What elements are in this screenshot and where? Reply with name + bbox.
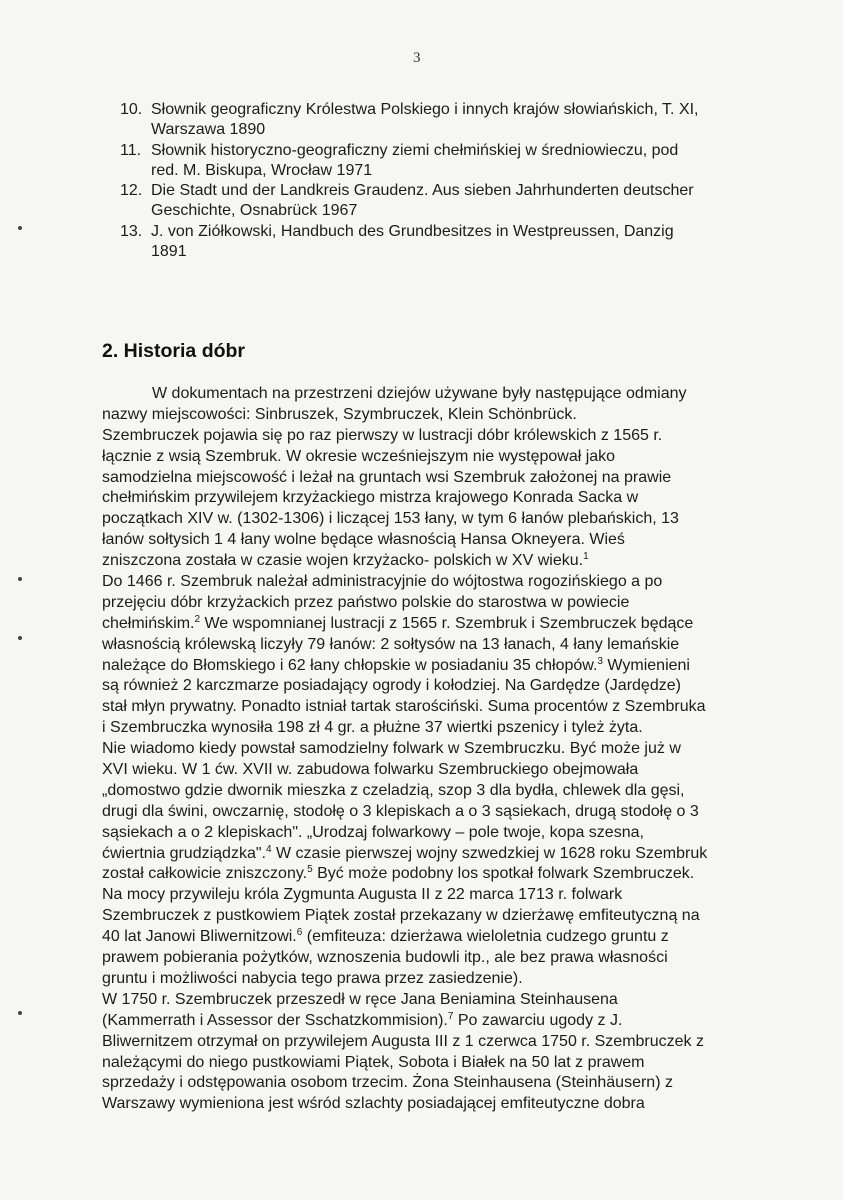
body-text-segment: sąsiekach a o 2 klepiskach". „Urodzaj folwarkowy – pole twoje, kopa szesna,: [102, 823, 644, 841]
body-text-segment: gruntu i możliwości nabycia tego prawa przez zasiedzenie).: [102, 969, 523, 987]
footnote-marker: 7: [447, 1010, 454, 1022]
body-text-segment: został całkowicie zniszczony.: [102, 865, 308, 883]
body-text-segment: W 1750 r. Szembruczek przeszedł w ręce Jana Beniamina Steinhausena: [102, 990, 618, 1008]
body-text-segment: należące do Błomskiego i 62 łany chłopskie w posiadaniu 35 chłopów.: [102, 656, 598, 674]
body-line: [102, 760, 782, 781]
scan-speck: [18, 1011, 22, 1015]
body-text-segment: Na mocy przywileju króla Zygmunta Augusta II z 22 marca 1713 r. folwark: [102, 886, 623, 904]
body-text-segment: zniszczona została w czasie wojen krzyżacko- polskich w XV wieku.: [102, 552, 584, 570]
body-text-segment: samodzielna miejscowość i leżał na gruntach wsi Szembruk założonej na prawie: [102, 468, 672, 486]
body-text-segment: (emfiteuza: dzierżawa wieloletnia cudzego gruntu z: [302, 928, 669, 946]
body-line: [102, 635, 782, 656]
body-text-segment: nazwy miejscowości: Sinbruszek, Szymbruczek, Klein Schönbrück.: [102, 405, 577, 423]
body-line: [102, 823, 782, 844]
body-text-segment: należącymi do niego pustkowiami Piątek, Sobota i Białek na 50 lat z prawem: [102, 1053, 645, 1071]
body-text-segment: łanów sołtysich 1 4 łany wolne będące własnością Hansa Okneyera. Wieś: [102, 531, 625, 549]
reference-text-line: Słownik historyczno-geograficzny ziemi chełmińskiej w średniowieczu, pod: [151, 141, 679, 159]
body-line: [102, 405, 782, 426]
section-heading: 2. Historia dóbr: [102, 340, 246, 362]
body-line: [102, 676, 782, 697]
body-line: [102, 697, 782, 718]
body-line: [102, 739, 782, 760]
body-line: [102, 593, 782, 614]
reference-number: 11.: [120, 141, 142, 159]
body-line: [102, 656, 782, 677]
page-number: 3: [413, 50, 421, 66]
footnote-marker: 5: [307, 864, 313, 876]
body-text: [102, 384, 782, 1115]
footnote-marker: 2: [194, 613, 201, 625]
footnote-marker: 4: [265, 843, 272, 855]
reference-text-line: J. von Ziółkowski, Handbuch des Grundbesitzes in Westpreussen, Danzig: [151, 222, 674, 240]
body-text-segment: 40 lat Janowi Bliwernitzowi.: [102, 928, 297, 946]
body-line: [102, 990, 782, 1011]
body-line: [102, 1094, 782, 1115]
body-line: [102, 781, 782, 802]
body-line: [102, 468, 782, 489]
body-line: [102, 426, 782, 447]
body-text-segment: (Kammerrath i Assessor der Sschatzkommision).: [102, 1011, 448, 1029]
reference-number: 10.: [120, 101, 143, 118]
body-text-segment: Do 1466 r. Szembruk należał administracyjnie do wójtostwa rogozińskiego a po: [102, 573, 663, 591]
footnote-marker: 3: [597, 655, 603, 667]
body-text-segment: XVI wieku. W 1 ćw. XVII w. zabudowa folwarku Szembruckiego obejmowała: [102, 761, 639, 779]
body-line: [102, 802, 782, 823]
reference-list: [120, 100, 770, 262]
body-text-segment: drugi dla świni, owczarnię, stodołę o 3 klepiskach a o 3 sąsiekach, drugą stodołę o 3: [102, 802, 699, 820]
reference-text-line: red. M. Biskupa, Wrocław 1971: [151, 161, 373, 179]
body-text-segment: „domostwo gdzie dwornik mieszka z czeladzią, szop 3 dla bydła, chlewek dla gęsi,: [102, 781, 685, 799]
body-line: [102, 844, 782, 865]
body-line: [102, 509, 782, 530]
body-line: [102, 384, 782, 405]
reference-item: [120, 222, 770, 263]
body-text-segment: i Szembruczka wynosiła 198 zł 4 gr. a płużne 37 wiertki pszenicy i tyleż żyta.: [102, 719, 643, 737]
body-text-segment: przejęciu dóbr krzyżackich przez państwo polskie do starostwa w powiecie: [102, 593, 630, 611]
body-text-segment: Warszawy wymieniona jest wśród szlachty posiadającej emfiteutyczne dobra: [102, 1095, 645, 1113]
body-text-segment: chełmińskim.: [102, 614, 195, 632]
body-line: [102, 1053, 782, 1074]
body-line: [102, 969, 782, 990]
body-text-segment: Nie wiadomo kiedy powstał samodzielny folwark w Szembruczku. Być może już w: [102, 740, 681, 758]
scan-speck: [18, 636, 22, 640]
body-line: [102, 864, 782, 885]
body-line: [102, 530, 782, 551]
body-line: [102, 447, 782, 468]
body-text-segment: są również 2 karczmarze posiadający ogrody i kołodziej. Na Gardędze (Jardędze): [102, 677, 681, 695]
body-line: [102, 948, 782, 969]
body-line: [102, 718, 782, 739]
reference-item: [120, 181, 770, 222]
body-text-segment: W dokumentach na przestrzeni dziejów używane były następujące odmiany: [152, 385, 687, 402]
body-line: [102, 614, 782, 635]
body-text-segment: stał młyn prywatny. Ponadto istniał tartak starościński. Suma procentów z Szembruka: [102, 698, 706, 716]
body-line: [102, 1011, 782, 1032]
body-text-segment: prawem pobierania pożytków, wznoszenia budowli itp., ale bez prawa własności: [102, 949, 668, 967]
body-text-segment: Po zawarciu ugody z J.: [453, 1011, 623, 1029]
reference-number: 13.: [120, 222, 143, 240]
reference-text-line: 1891: [151, 243, 187, 261]
body-line: [102, 885, 782, 906]
reference-number: 12.: [120, 182, 143, 200]
reference-text-line: Geschichte, Osnabrück 1967: [151, 202, 358, 220]
body-text-segment: sprzedaży i odstępowania osobom trzecim. Żona Steinhausena (Steinhäusern) z: [102, 1074, 673, 1092]
body-text-segment: Bliwernitzem otrzymał on przywilejem Augusta III z 1 czerwca 1750 r. Szembruczek z: [102, 1032, 704, 1050]
body-text-segment: Wymienieni: [602, 656, 690, 674]
reference-item: [120, 141, 770, 182]
body-text-segment: początkach XIV w. (1302-1306) i liczącej 153 łany, w tym 6 łanów plebańskich, 13: [102, 510, 679, 528]
body-text-segment: Szembruczek z pustkowiem Piątek został przekazany w dzierżawę emfiteutyczną na: [102, 907, 700, 925]
body-text-segment: ćwiertnia grudziądzka".: [102, 844, 266, 862]
body-line: [102, 488, 782, 509]
body-text-segment: łącznie z wsią Szembruk. W okresie wcześniejszym nie występował jako: [102, 447, 616, 465]
scan-speck: [18, 226, 22, 230]
body-text-segment: We wspomnianej lustracji z 1565 r. Szembruk i Szembruczek będące: [200, 614, 694, 632]
footnote-marker: 6: [296, 927, 303, 939]
body-text-segment: W czasie pierwszej wojny szwedzkiej w 1628 roku Szembruk: [271, 844, 708, 862]
reference-text-line: Warszawa 1890: [151, 121, 266, 139]
body-text-segment: chełmińskim przywilejem krzyżackiego mistrza krajowego Konrada Sacka w: [102, 489, 639, 507]
body-line: [102, 927, 782, 948]
reference-text-line: Słownik geograficzny Królestwa Polskiego i innych krajów słowiańskich, T. XI,: [151, 101, 699, 118]
body-line: [102, 1073, 782, 1094]
body-text-segment: Szembruczek pojawia się po raz pierwszy w lustracji dóbr królewskich z 1565 r.: [102, 426, 663, 444]
body-line: [102, 1032, 782, 1053]
footnote-marker: 1: [583, 551, 589, 563]
reference-item: [120, 100, 770, 141]
reference-text-line: Die Stadt und der Landkreis Graudenz. Aus sieben Jahrhunderten deutscher: [151, 182, 694, 200]
body-line: [102, 551, 782, 572]
scan-speck: [18, 577, 22, 581]
body-line: [102, 906, 782, 927]
body-line: [102, 572, 782, 593]
body-text-segment: Być może podobny los spotkał folwark Szembruczek.: [312, 865, 695, 883]
body-text-segment: własnością królewską liczyły 79 łanów: 2 sołtysów na 13 łanach, 4 łany lemańskie: [102, 635, 680, 653]
